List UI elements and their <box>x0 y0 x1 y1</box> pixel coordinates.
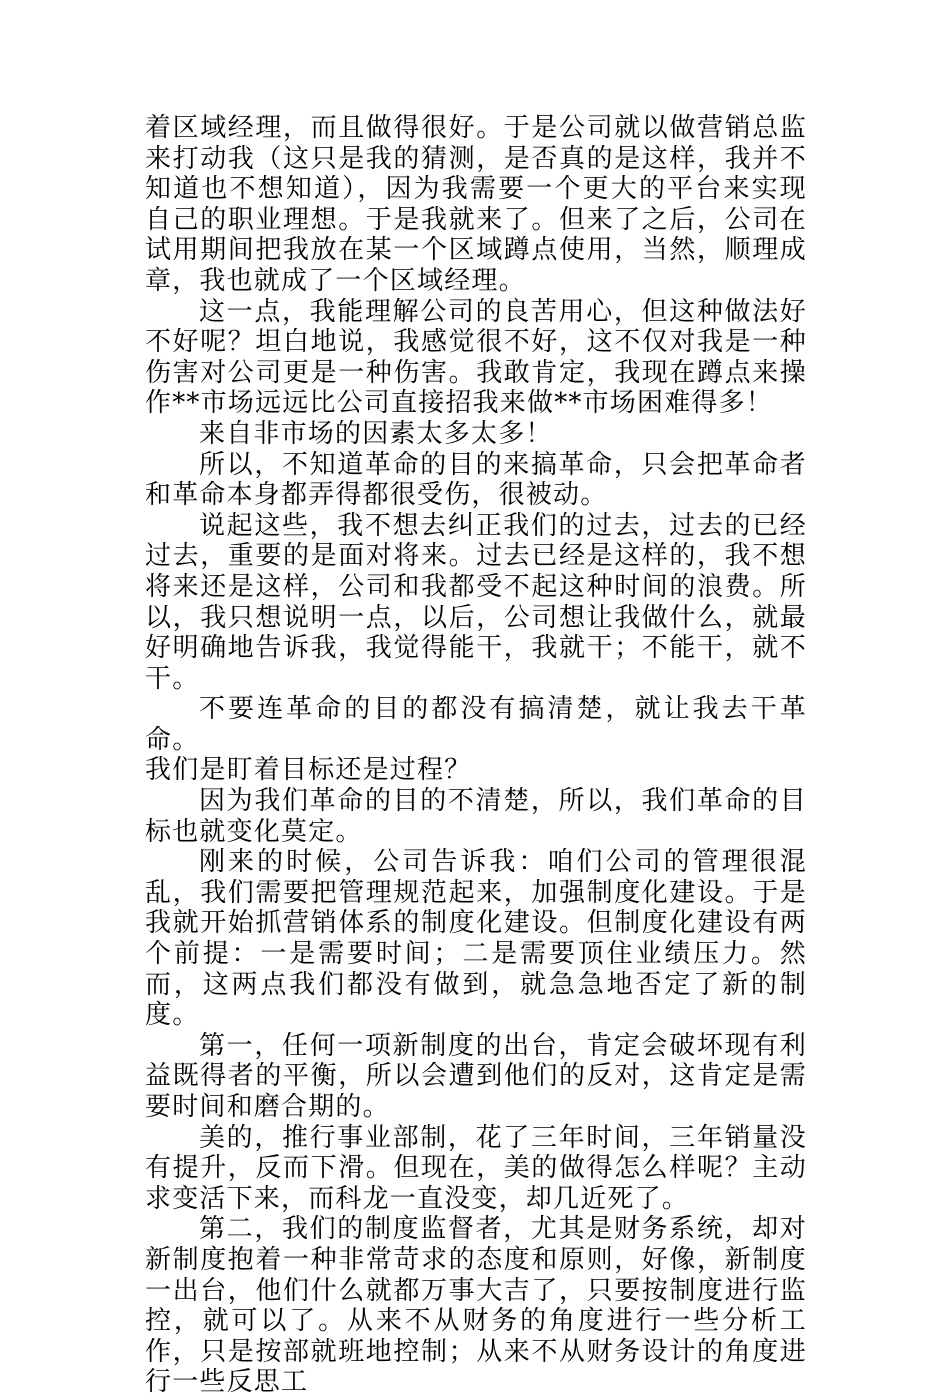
paragraph: 美的，推行事业部制，花了三年时间，三年销量没有提升，反而下滑。但现在，美的做得怎么样呢？主动求变活下来，而科龙一直没变，却几近死了。 <box>145 1122 807 1214</box>
paragraph: 第一，任何一项新制度的出台，肯定会破坏现有利益既得者的平衡，所以会遭到他们的反对，这肯定是需要时间和磨合期的。 <box>145 1030 807 1122</box>
paragraph: 着区域经理，而且做得很好。于是公司就以做营销总监来打动我（这只是我的猜测，是否真的是这样，我并不知道也不想知道），因为我需要一个更大的平台来实现自己的职业理想。于是我就来了。但来了之后，公司在试用期间把我放在某一个区域蹲点使用，当然，顺理成章，我也就成了一个区域经理。 <box>145 113 807 296</box>
paragraph: 所以，不知道革命的目的来搞革命，只会把革命者和革命本身都弄得都很受伤，很被动。 <box>145 449 807 511</box>
paragraph: 这一点，我能理解公司的良苦用心，但这种做法好不好呢？坦白地说，我感觉很不好，这不仅对我是一种伤害对公司更是一种伤害。我敢肯定，我现在蹲点来操作**市场远远比公司直接招我来做**市场困难得多！ <box>145 296 807 419</box>
paragraph: 来自非市场的因素太多太多！ <box>199 418 553 449</box>
section-heading: 我们是盯着目标还是过程？ <box>145 755 472 786</box>
paragraph: 第二，我们的制度监督者，尤其是财务系统，却对新制度抱着一种非常苛求的态度和原则，好像，新制度一出台，他们什么就都万事大吉了，只要按制度进行监控，就可以了。从来不从财务的角度进行一些分析工作，只是按部就班地控制；从来不从财务设计的角度进行一些反思工 <box>145 1214 807 1398</box>
document-page <box>145 113 807 1398</box>
paragraph: 说起这些，我不想去纠正我们的过去，过去的已经过去，重要的是面对将来。过去已经是这样的，我不想将来还是这样，公司和我都受不起这种时间的浪费。所以，我只想说明一点，以后，公司想让我做什么，就最好明确地告诉我，我觉得能干，我就干；不能干，就不干。 <box>145 510 807 694</box>
paragraph: 不要连革命的目的都没有搞清楚，就让我去干革命。 <box>145 694 807 755</box>
paragraph: 因为我们革命的目的不清楚，所以，我们革命的目标也就变化莫定。 <box>145 786 807 847</box>
paragraph: 刚来的时候，公司告诉我：咱们公司的管理很混乱，我们需要把管理规范起来，加强制度化建设。于是我就开始抓营销体系的制度化建设。但制度化建设有两个前提：一是需要时间；二是需要顶住业绩压力。然而，这两点我们都没有做到，就急急地否定了新的制度。 <box>145 847 807 1031</box>
